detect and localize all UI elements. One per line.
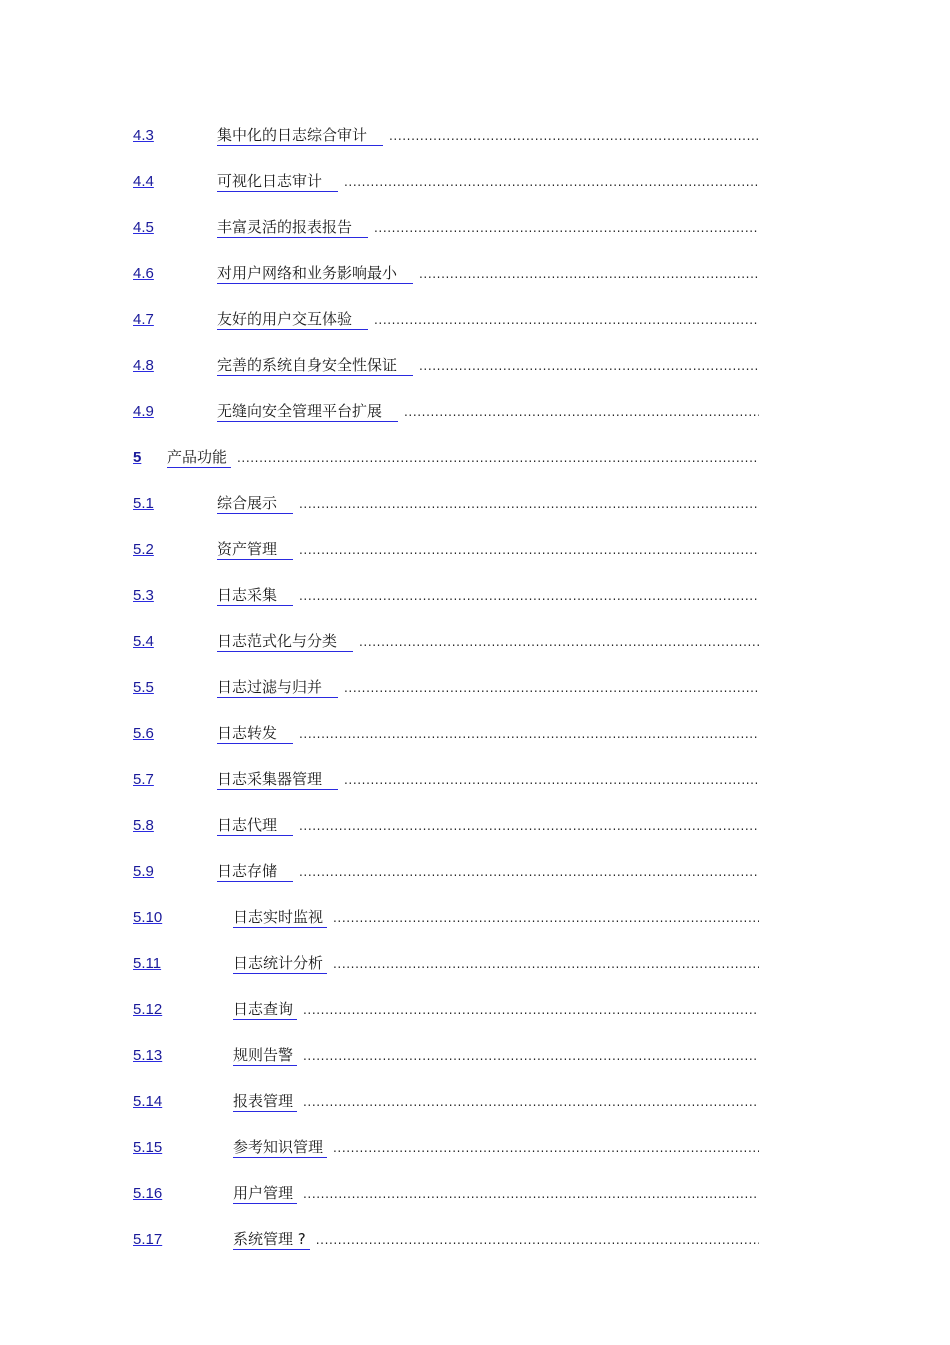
toc-entry-number[interactable]: 4.6	[133, 265, 154, 282]
dot-leader	[299, 865, 759, 882]
toc-entry-title[interactable]: 规则告警	[233, 1045, 297, 1066]
dot-leader	[419, 359, 759, 376]
toc-entry-number[interactable]: 4.7	[133, 311, 154, 328]
toc-entry-title[interactable]: 无缝向安全管理平台扩展	[217, 401, 398, 422]
toc-entry-title[interactable]: 用户管理	[233, 1183, 297, 1204]
dot-leader	[333, 1141, 759, 1158]
toc-entry-number[interactable]: 5.9	[133, 863, 154, 880]
dot-leader	[299, 497, 759, 514]
toc-entry-title[interactable]: 友好的用户交互体验	[217, 309, 368, 330]
dot-leader	[344, 681, 759, 698]
toc-entry-title[interactable]: 日志查询	[233, 999, 297, 1020]
toc-entry-number[interactable]: 5.3	[133, 587, 154, 604]
dot-leader	[359, 635, 759, 652]
dot-leader	[303, 1095, 759, 1112]
toc-entry-number[interactable]: 5.5	[133, 679, 154, 696]
dot-leader	[299, 819, 759, 836]
toc-entry-title[interactable]: 可视化日志审计	[217, 171, 338, 192]
toc-entry-title[interactable]: 完善的系统自身安全性保证	[217, 355, 413, 376]
toc-entry-title[interactable]: 日志实时监视	[233, 907, 327, 928]
toc-entry-title[interactable]: 资产管理	[217, 539, 293, 560]
dot-leader	[299, 543, 759, 560]
toc-entry-number[interactable]: 5.16	[133, 1185, 163, 1202]
dot-leader	[299, 589, 759, 606]
toc-entry-4-5[interactable]	[133, 192, 759, 238]
toc-entry-5-13[interactable]	[133, 1020, 759, 1066]
toc-entry-title[interactable]: 产品功能	[167, 447, 231, 468]
toc-entry-number[interactable]: 5	[133, 449, 142, 466]
toc-entry-title[interactable]: 日志统计分析	[233, 953, 327, 974]
dot-leader	[333, 957, 759, 974]
toc-entry-4-4[interactable]	[133, 146, 759, 192]
toc-entry-title[interactable]: 日志代理	[217, 815, 293, 836]
toc-entry-title[interactable]: 集中化的日志综合审计	[217, 125, 383, 146]
toc-entry-number[interactable]: 5.2	[133, 541, 154, 558]
toc-entry-title[interactable]: 系统管理 ?	[233, 1229, 310, 1250]
toc-entry-5-6[interactable]	[133, 698, 759, 744]
toc-entry-number[interactable]: 5.15	[133, 1139, 163, 1156]
toc-entry-title[interactable]: 报表管理	[233, 1091, 297, 1112]
toc-entry-5-8[interactable]	[133, 790, 759, 836]
toc-entry-5-2[interactable]	[133, 514, 759, 560]
toc-entry-5-11[interactable]	[133, 928, 759, 974]
toc-entry-title[interactable]: 丰富灵活的报表报告	[217, 217, 368, 238]
toc-entry-5-15[interactable]	[133, 1112, 759, 1158]
toc-entry-title[interactable]: 日志过滤与归并	[217, 677, 338, 698]
toc-entry-title[interactable]: 对用户网络和业务影响最小	[217, 263, 413, 284]
toc-entry-title[interactable]: 日志范式化与分类	[217, 631, 353, 652]
toc-entry-number[interactable]: 5.14	[133, 1093, 163, 1110]
dot-leader	[333, 911, 759, 928]
toc-entry-4-8[interactable]	[133, 330, 759, 376]
dot-leader	[303, 1003, 759, 1020]
toc-entry-title[interactable]: 参考知识管理	[233, 1137, 327, 1158]
toc-entry-5-14[interactable]	[133, 1066, 759, 1112]
toc-entry-5-17[interactable]	[133, 1204, 759, 1250]
toc-entry-number[interactable]: 5.11	[133, 955, 162, 972]
toc-entry-number[interactable]: 5.7	[133, 771, 154, 788]
dot-leader	[374, 221, 759, 238]
toc-entry-number[interactable]: 5.4	[133, 633, 154, 650]
dot-leader	[237, 451, 759, 468]
toc-entry-5-5[interactable]	[133, 652, 759, 698]
toc-entry-number[interactable]: 5.8	[133, 817, 154, 834]
dot-leader	[344, 773, 759, 790]
toc-entry-5-7[interactable]	[133, 744, 759, 790]
table-of-contents	[133, 100, 759, 1250]
toc-entry-4-6[interactable]	[133, 238, 759, 284]
toc-entry-title[interactable]: 日志采集	[217, 585, 293, 606]
toc-entry-5-4[interactable]	[133, 606, 759, 652]
dot-leader	[404, 405, 759, 422]
dot-leader	[316, 1233, 759, 1250]
dot-leader	[303, 1049, 759, 1066]
toc-entry-number[interactable]: 5.1	[133, 495, 154, 512]
dot-leader	[374, 313, 759, 330]
toc-entry-title[interactable]: 综合展示	[217, 493, 293, 514]
dot-leader	[303, 1187, 759, 1204]
toc-entry-number[interactable]: 5.13	[133, 1047, 163, 1064]
toc-entry-number[interactable]: 4.9	[133, 403, 154, 420]
toc-entry-number[interactable]: 5.17	[133, 1231, 163, 1248]
dot-leader	[419, 267, 759, 284]
dot-leader	[344, 175, 759, 192]
toc-entry-number[interactable]: 4.8	[133, 357, 154, 374]
toc-entry-number[interactable]: 4.3	[133, 127, 154, 144]
dot-leader	[299, 727, 759, 744]
toc-entry-5-1[interactable]	[133, 468, 759, 514]
toc-entry-title[interactable]: 日志采集器管理	[217, 769, 338, 790]
toc-entry-5-3[interactable]	[133, 560, 759, 606]
toc-entry-4-7[interactable]	[133, 284, 759, 330]
toc-entry-5-9[interactable]	[133, 836, 759, 882]
toc-entry-number[interactable]: 5.10	[133, 909, 163, 926]
toc-entry-number[interactable]: 4.4	[133, 173, 154, 190]
toc-entry-5-10[interactable]	[133, 882, 759, 928]
toc-entry-5[interactable]	[133, 422, 759, 468]
toc-entry-number[interactable]: 5.12	[133, 1001, 163, 1018]
toc-entry-5-16[interactable]	[133, 1158, 759, 1204]
toc-entry-4-9[interactable]	[133, 376, 759, 422]
toc-entry-title[interactable]: 日志存储	[217, 861, 293, 882]
dot-leader	[389, 129, 759, 146]
toc-entry-4-3[interactable]	[133, 100, 759, 146]
toc-entry-number[interactable]: 4.5	[133, 219, 154, 236]
toc-entry-5-12[interactable]	[133, 974, 759, 1020]
toc-entry-number[interactable]: 5.6	[133, 725, 154, 742]
toc-entry-title[interactable]: 日志转发	[217, 723, 293, 744]
